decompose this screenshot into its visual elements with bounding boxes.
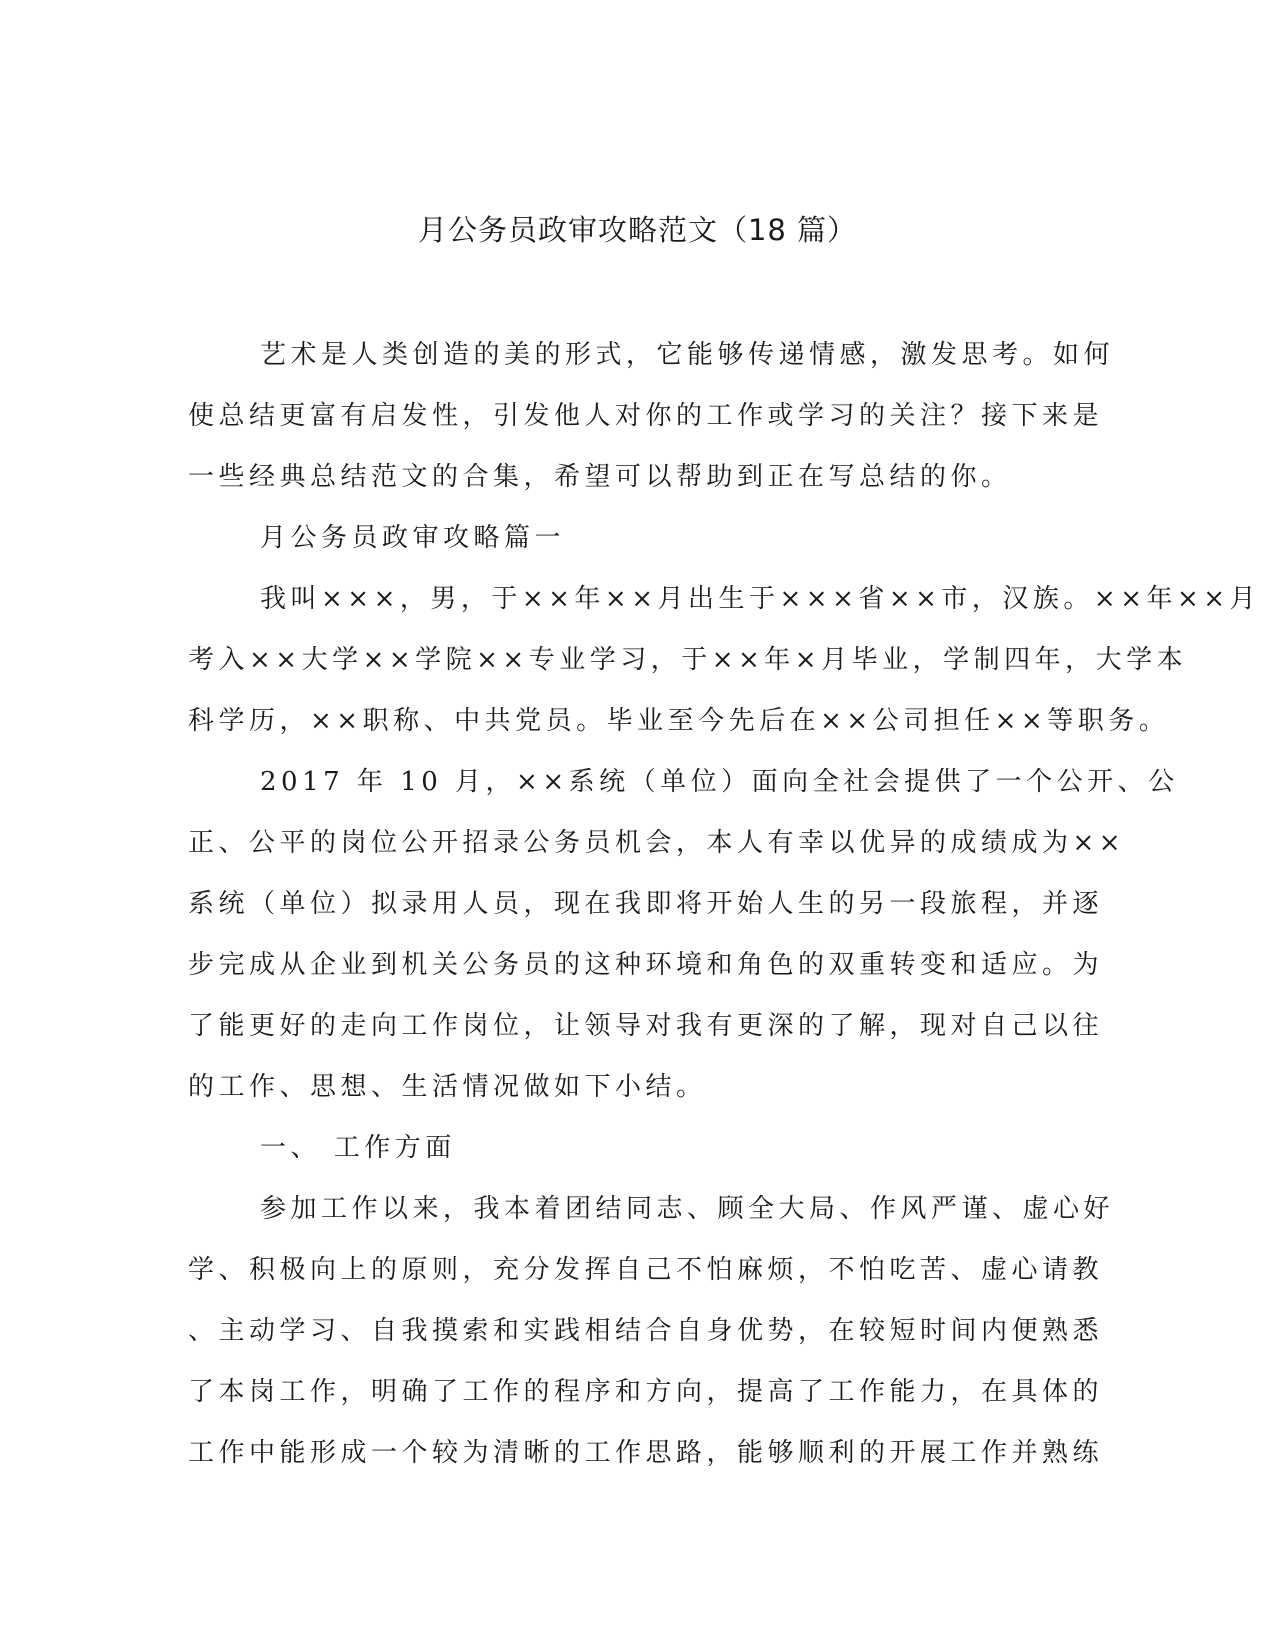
section-heading: 一、 工作方面 bbox=[260, 1133, 456, 1163]
document-body bbox=[188, 325, 1261, 1484]
paragraph-line: 艺术是人类创造的美的形式，它能够传递情感，激发思考。如何 bbox=[260, 340, 1115, 370]
paragraph-line: 科学历，××职称、中共党员。毕业至今先后在××公司担任××等职务。 bbox=[188, 706, 1170, 736]
paragraph-line: 参加工作以来，我本着团结同志、顾全大局、作风严谨、虚心好 bbox=[260, 1194, 1115, 1224]
paragraph-line: 了本岗工作，明确了工作的程序和方向，提高了工作能力，在具体的 bbox=[188, 1377, 1104, 1407]
paragraph-line: 2017 年 10 月，××系统（单位）面向全社会提供了一个公开、公 bbox=[260, 767, 1179, 797]
paragraph-line: 了能更好的走向工作岗位，让领导对我有更深的了解，现对自己以往 bbox=[188, 1011, 1104, 1041]
paragraph-line: 学、积极向上的原则，充分发挥自己不怕麻烦，不怕吃苦、虚心请教 bbox=[188, 1255, 1104, 1285]
paragraph-line: 步完成从企业到机关公务员的这种环境和角色的双重转变和适应。为 bbox=[188, 950, 1104, 980]
paragraph-line: 的工作、思想、生活情况做如下小结。 bbox=[188, 1072, 707, 1102]
paragraph-line: 我叫×××，男，于××年××月出生于×××省××市，汉族。××年××月 bbox=[260, 584, 1261, 614]
paragraph-line: 考入××大学××学院××专业学习，于××年×月毕业，学制四年，大学本 bbox=[188, 645, 1188, 675]
paragraph-line: 一些经典总结范文的合集，希望可以帮助到正在写总结的你。 bbox=[188, 462, 1012, 492]
paragraph-line: 正、公平的岗位公开招录公务员机会，本人有幸以优异的成绩成为×× bbox=[188, 828, 1126, 858]
paragraph-line: 、主动学习、自我摸索和实践相结合自身优势，在较短时间内便熟悉 bbox=[188, 1316, 1104, 1346]
section-heading: 月公务员政审攻略篇一 bbox=[260, 523, 566, 553]
document-title: 月公务员政审攻略范文（18 篇） bbox=[417, 213, 858, 247]
paragraph-line: 工作中能形成一个较为清晰的工作思路，能够顺利的开展工作并熟练 bbox=[188, 1438, 1104, 1468]
paragraph-line: 系统（单位）拟录用人员，现在我即将开始人生的另一段旅程，并逐 bbox=[188, 889, 1104, 919]
paragraph-line: 使总结更富有启发性，引发他人对你的工作或学习的关注？接下来是 bbox=[188, 401, 1104, 431]
